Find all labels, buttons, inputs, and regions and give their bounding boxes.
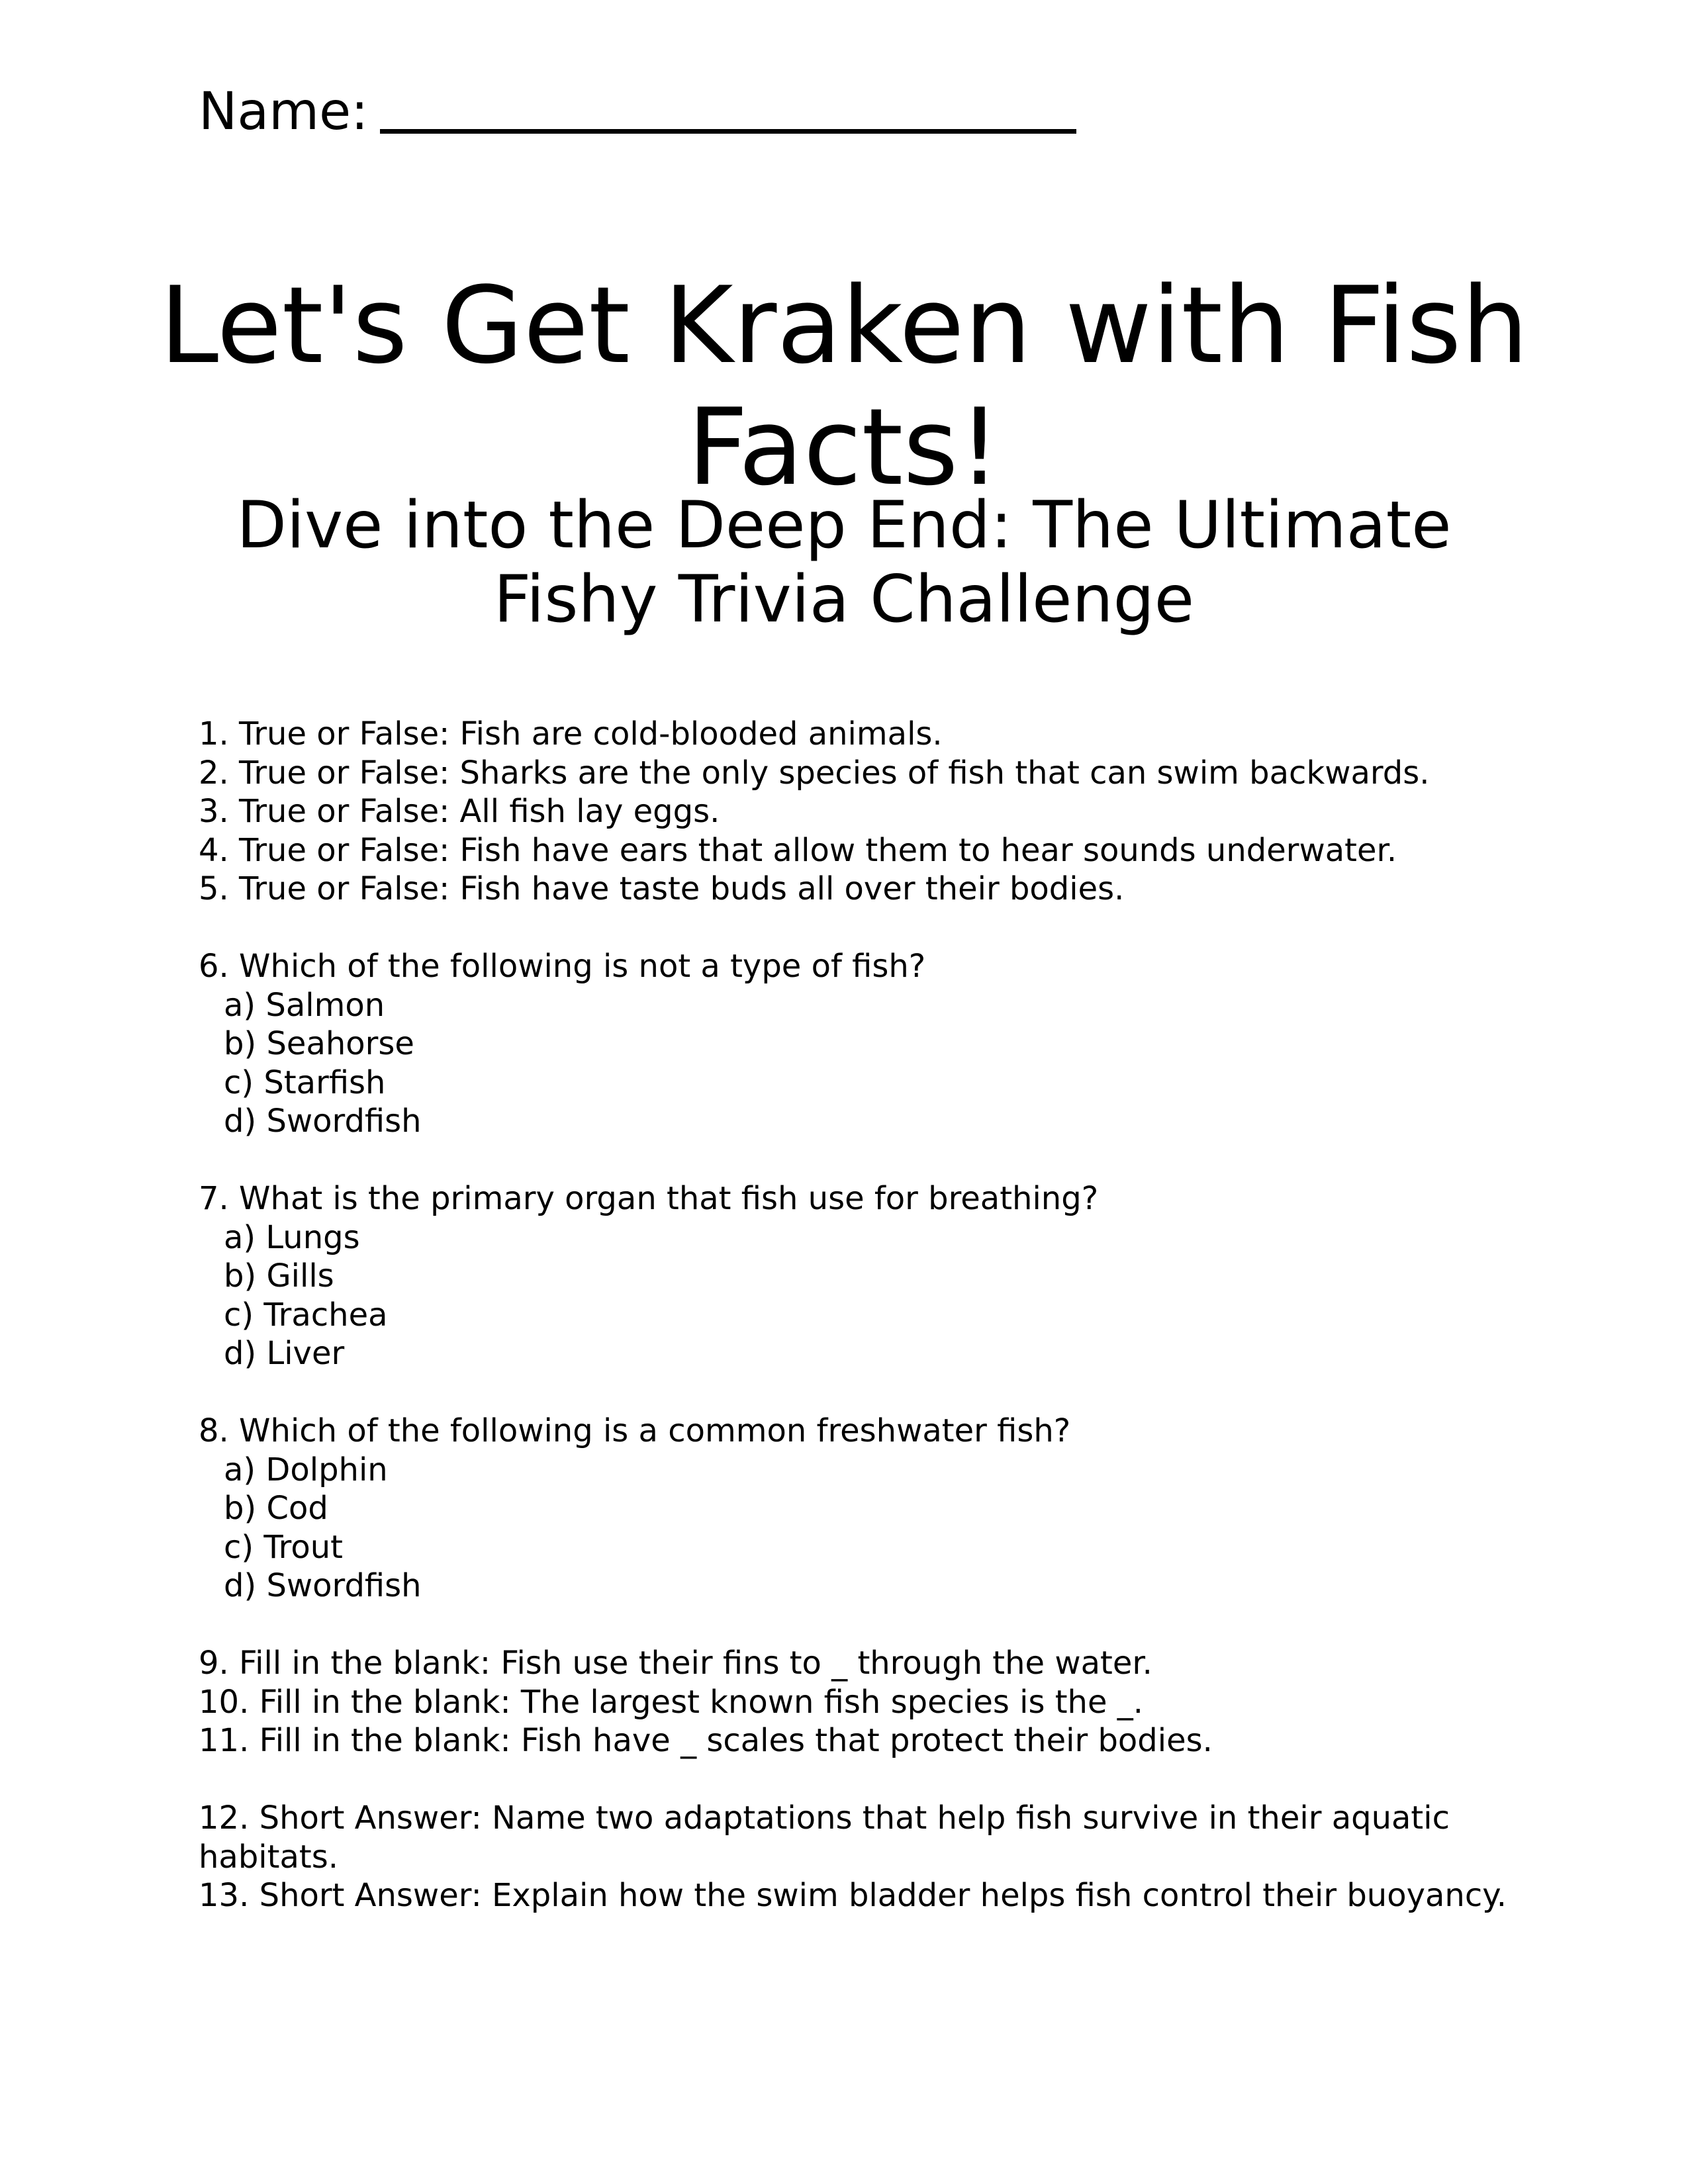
section-gap [199, 1606, 1516, 1645]
true-false-section [199, 715, 1516, 909]
question-6: 6. Which of the following is not a type of fish? [199, 948, 926, 985]
question-7: 7. What is the primary organ that fish use for breathing? [199, 1180, 1099, 1217]
section-gap [199, 1141, 1516, 1180]
section-gap [199, 1373, 1516, 1412]
page-subtitle: Dive into the Deep End: The Ultimate Fishy Trivia Challenge [236, 488, 1452, 637]
question-7-option-a: a) Lungs [224, 1218, 360, 1256]
section-gap [199, 1760, 1516, 1799]
page-title: Let's Get Kraken with Fish Facts! [159, 263, 1529, 509]
question-5: 5. True or False: Fish have taste buds all over their bodies. [199, 870, 1125, 907]
question-4: 4. True or False: Fish have ears that allow them to hear sounds underwater. [199, 831, 1397, 869]
question-8-block [199, 1412, 1516, 1606]
name-field-row [199, 82, 1076, 142]
question-11: 11. Fill in the blank: Fish have _ scales that protect their bodies. [199, 1722, 1213, 1759]
question-3: 3. True or False: All fish lay eggs. [199, 793, 720, 830]
question-8: 8. Which of the following is a common freshwater fish? [199, 1412, 1071, 1449]
question-7-option-c: c) Trachea [224, 1296, 388, 1334]
question-8-option-d: d) Swordfish [224, 1567, 422, 1604]
question-6-option-b: b) Seahorse [224, 1025, 414, 1062]
question-7-option-b: b) Gills [224, 1257, 334, 1295]
question-6-option-d: d) Swordfish [224, 1103, 422, 1140]
question-8-option-b: b) Cod [224, 1490, 328, 1527]
name-blank-line[interactable] [380, 129, 1076, 134]
question-list [199, 715, 1516, 1915]
question-6-option-a: a) Salmon [224, 986, 385, 1024]
short-answer-section [199, 1799, 1516, 1915]
section-gap [199, 909, 1516, 948]
question-7-block [199, 1179, 1516, 1373]
question-10: 10. Fill in the blank: The largest known fish species is the _. [199, 1683, 1144, 1721]
question-13: 13. Short Answer: Explain how the swim bladder helps fish control their buoyancy. [199, 1877, 1507, 1914]
question-12: 12. Short Answer: Name two adaptations that help fish survive in their aquatic habitats. [199, 1799, 1450, 1876]
question-1: 1. True or False: Fish are cold-blooded animals. [199, 715, 943, 752]
name-label: Name: [199, 82, 369, 142]
question-6-block [199, 947, 1516, 1141]
question-6-option-c: c) Starfish [224, 1064, 386, 1101]
fill-in-section [199, 1644, 1516, 1760]
question-2: 2. True or False: Sharks are the only species of fish that can swim backwards. [199, 754, 1430, 792]
question-8-option-c: c) Trout [224, 1528, 343, 1566]
question-8-option-a: a) Dolphin [224, 1451, 388, 1488]
question-9: 9. Fill in the blank: Fish use their fins to _ through the water. [199, 1645, 1152, 1682]
question-7-option-d: d) Liver [224, 1335, 345, 1372]
